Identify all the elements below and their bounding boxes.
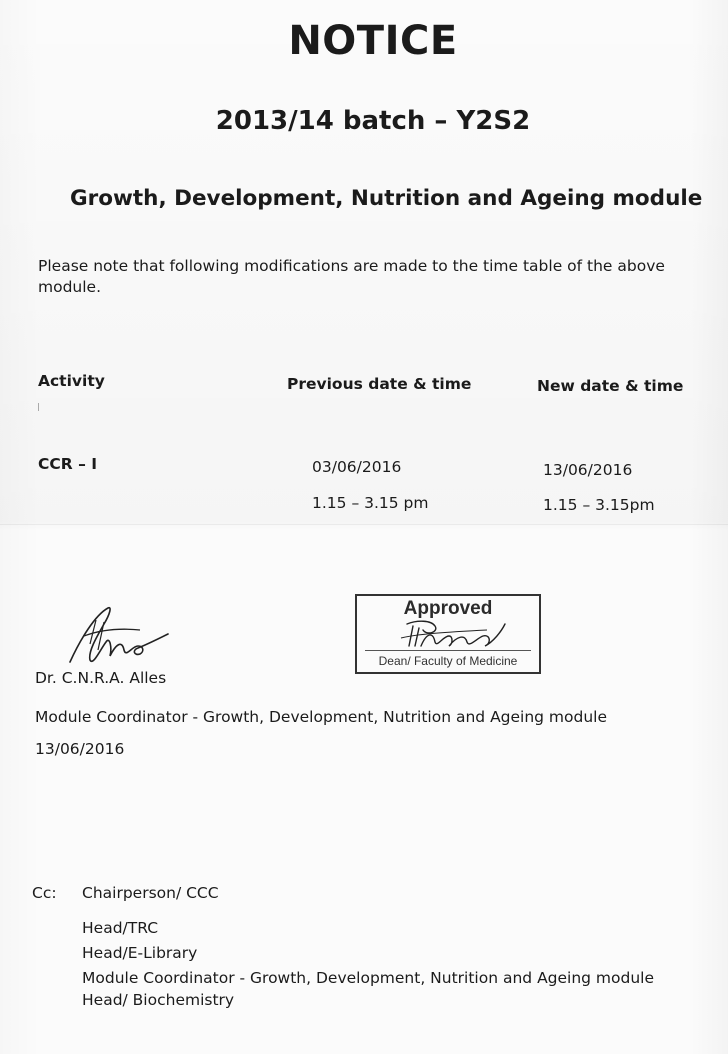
activity-cell: CCR – I (38, 455, 97, 473)
signatory-name: Dr. C.N.R.A. Alles (35, 669, 167, 687)
scan-mark (38, 403, 39, 411)
intro-paragraph: Please note that following modifications are made to the time table of the above module. (38, 257, 665, 296)
previous-time-cell: 1.15 – 3.15 pm (312, 494, 429, 512)
signatory-role: Module Coordinator - Growth, Development, Nutrition and Ageing module (35, 708, 608, 726)
dean-signature (387, 616, 517, 652)
notice-title: NOTICE (288, 18, 458, 64)
stamp-subtitle: Dean/ Faculty of Medicine (378, 654, 518, 668)
new-date-cell: 13/06/2016 (543, 461, 633, 479)
cc-recipient: Head/E-Library (82, 944, 198, 962)
cc-recipient: Head/TRC (82, 919, 159, 937)
cc-recipient: Head/ Biochemistry (82, 991, 235, 1009)
batch-heading: 2013/14 batch – Y2S2 (215, 106, 531, 136)
cc-recipient: Chairperson/ CCC (82, 884, 219, 902)
stamp-divider (365, 650, 531, 651)
new-time-cell: 1.15 – 3.15pm (543, 496, 655, 514)
previous-date-cell: 03/06/2016 (312, 458, 402, 476)
signatory-date: 13/06/2016 (35, 740, 125, 758)
stamp-title: Approved (403, 598, 493, 619)
header-new: New date & time (537, 377, 684, 395)
cc-label: Cc: (32, 884, 57, 902)
module-heading: Growth, Development, Nutrition and Ageing module (70, 186, 703, 211)
coordinator-signature (60, 600, 180, 680)
approved-stamp (355, 594, 541, 674)
header-previous: Previous date & time (287, 375, 472, 393)
cc-recipient: Module Coordinator - Growth, Development, Nutrition and Ageing module (82, 969, 655, 987)
paper-fold (0, 524, 728, 525)
header-activity: Activity (38, 372, 105, 390)
